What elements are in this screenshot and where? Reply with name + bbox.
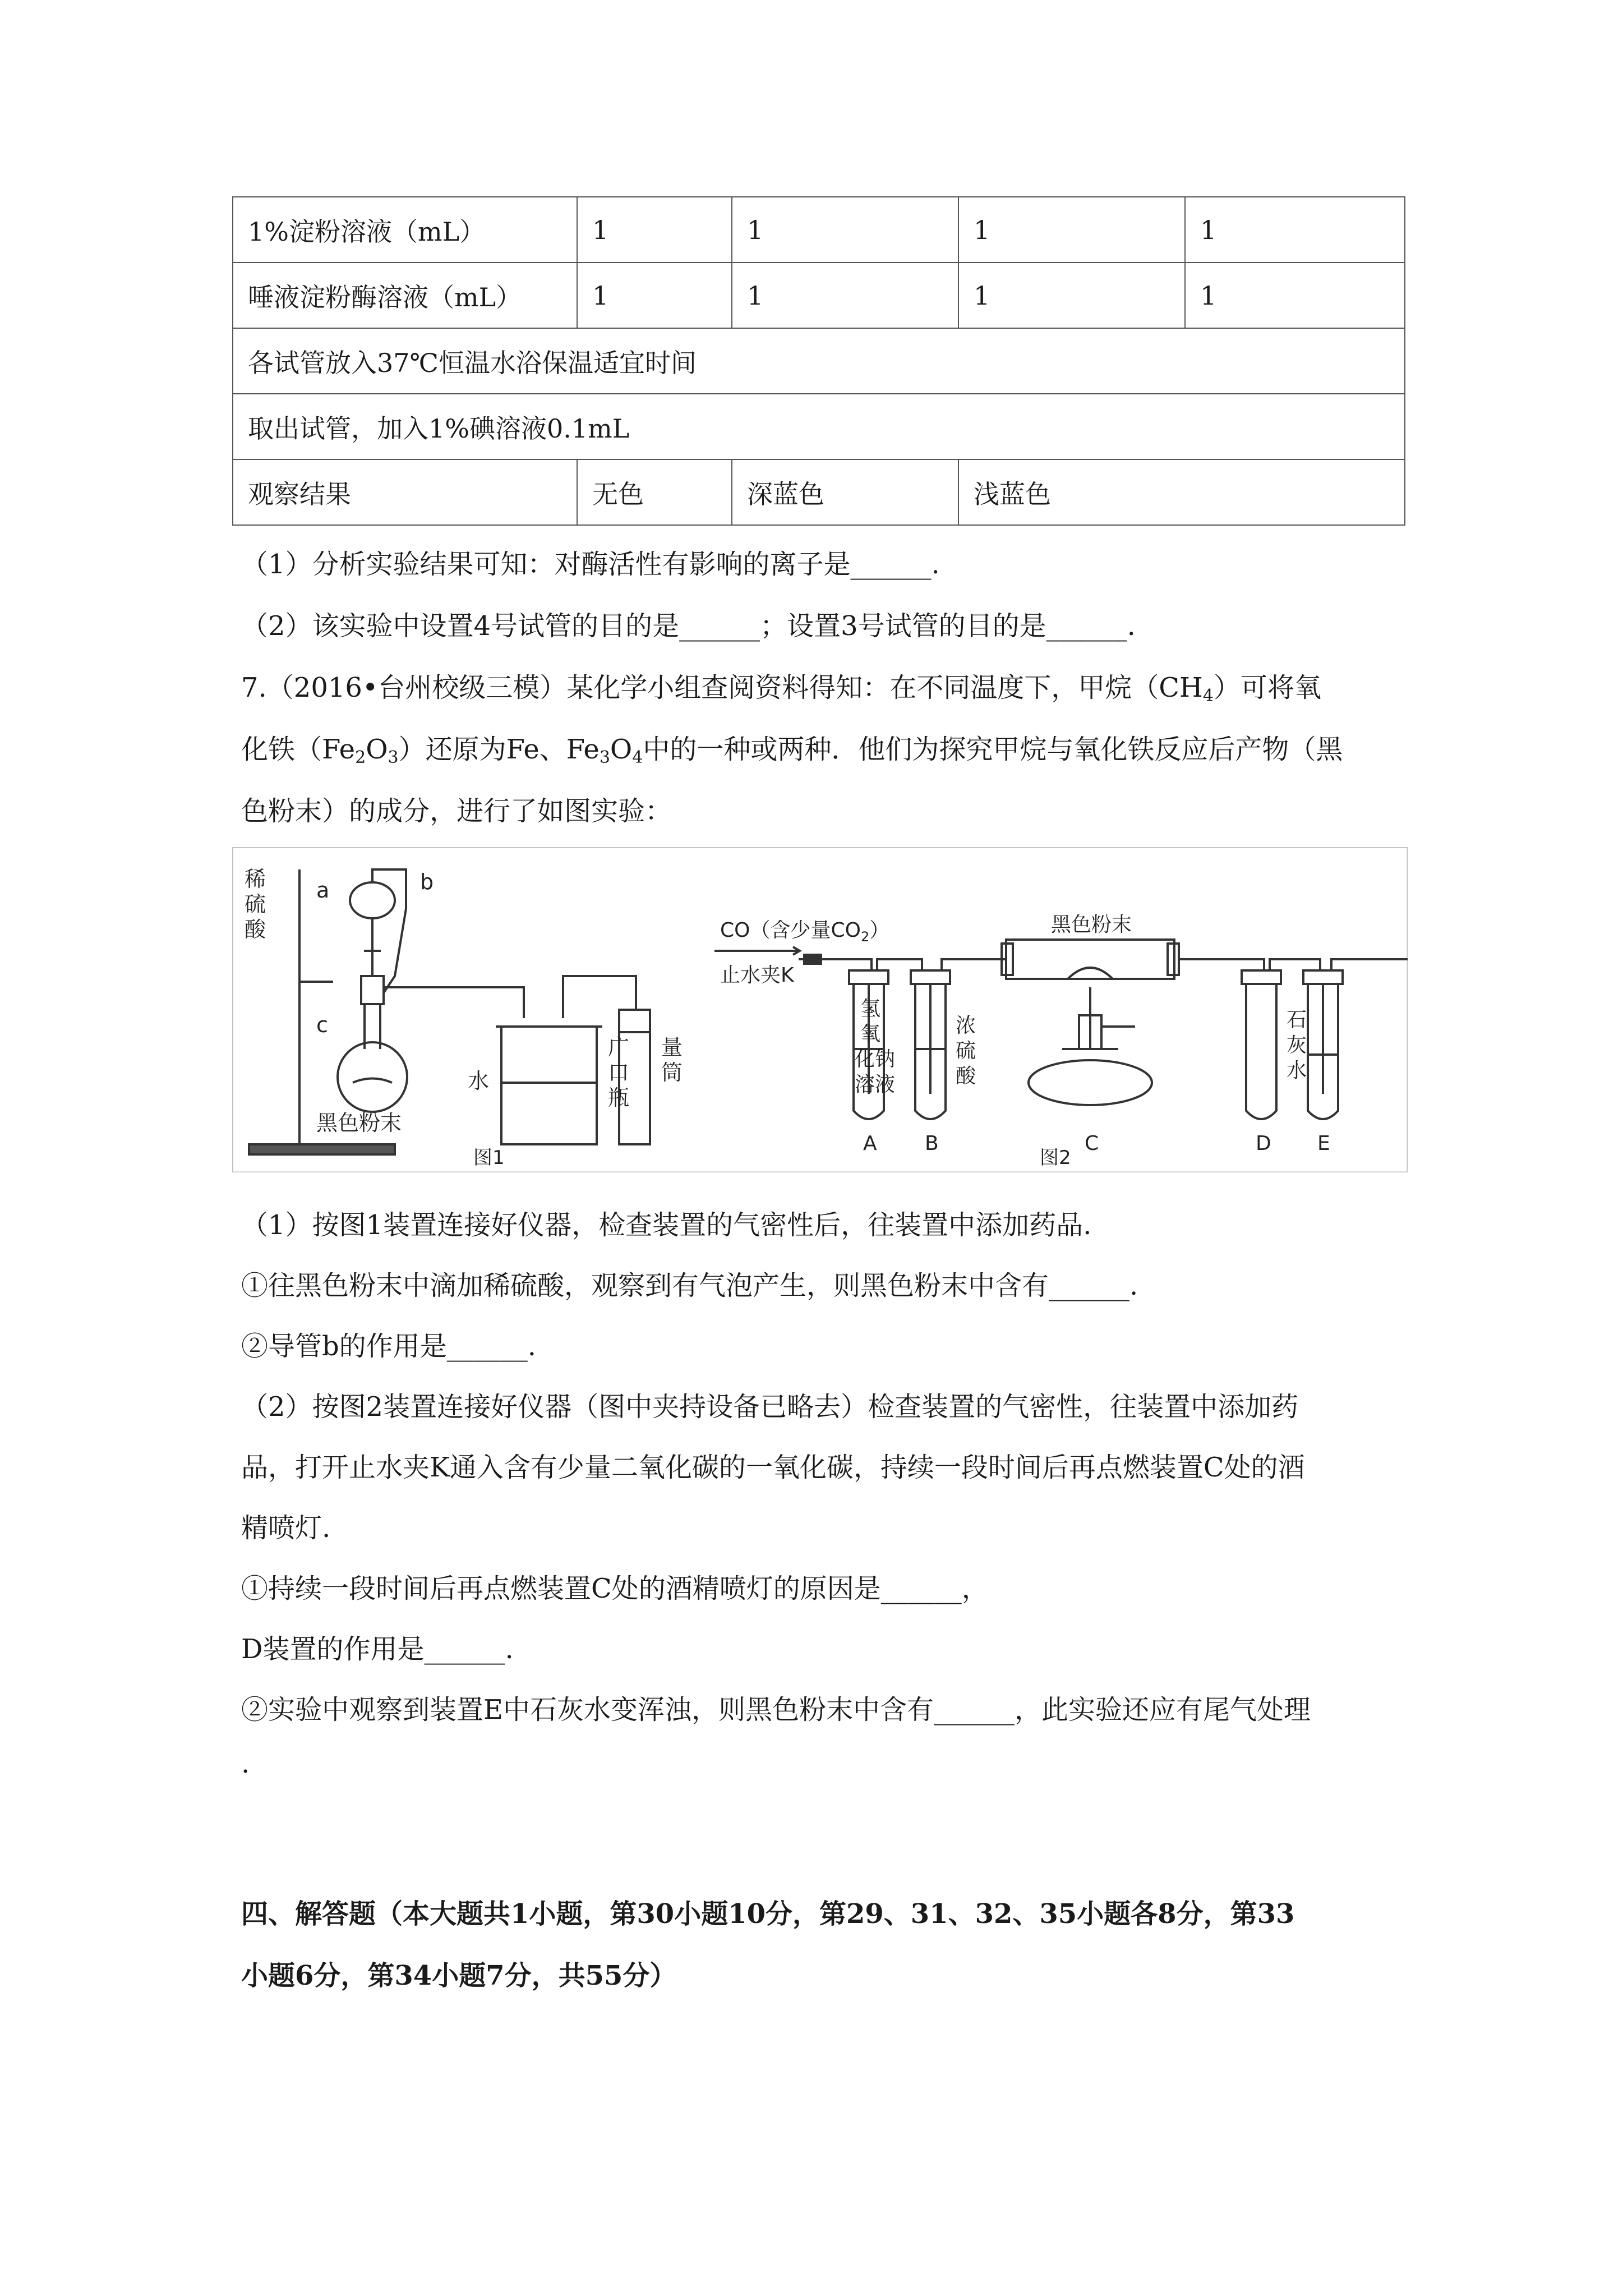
bottle-label-2: 口 — [608, 1060, 630, 1085]
lime-label-2: 灰 — [1287, 1034, 1307, 1057]
table-cell: 1 — [732, 197, 958, 263]
powder-label-fig2: 黑色粉末 — [1051, 913, 1132, 936]
table-cell: 1 — [1185, 263, 1405, 328]
q6-sub2: （2）该实验中设置4号试管的目的是______；设置3号试管的目的是______. — [241, 610, 1136, 642]
table-row — [233, 394, 1405, 459]
label-b: b — [420, 869, 434, 894]
apparatus-diagram — [232, 847, 1408, 1172]
q7-p1-q1: ①往黑色粉末中滴加稀硫酸，观察到有气泡产生，则黑色粉末中含有______. — [241, 1270, 1138, 1301]
q7-p1-q2: ②导管b的作用是______. — [241, 1331, 536, 1362]
bottle-label-1: 广 — [608, 1035, 630, 1060]
text-run: 7.（2016•台州校级三模）某化学小组查阅资料得知：在不同温度下，甲烷（CH — [241, 672, 1203, 703]
clamp-label: 止水夹K — [720, 964, 794, 987]
table-cell: 1 — [732, 263, 958, 328]
powder-label-fig1: 黑色粉末 — [316, 1111, 402, 1135]
letter-e: E — [1317, 1132, 1330, 1155]
acid-label-3: 酸 — [245, 917, 266, 942]
h2so4-label-3: 酸 — [956, 1065, 976, 1088]
table-cell: 取出试管，加入1%碘溶液0.1mL — [233, 394, 1405, 459]
q7-p2-line2: 品，打开止水夹K通入含有少量二氧化碳的一氧化碳，持续一段时间后再点燃装置C处的酒 — [241, 1452, 1305, 1483]
q7-intro-line3: 色粉末）的成分，进行了如图实验： — [241, 795, 672, 827]
gas-label-main: CO（含少量CO — [720, 919, 861, 942]
cylinder-label-2: 筒 — [661, 1060, 683, 1085]
apparatus-figure — [232, 847, 1408, 1172]
table-cell: 1 — [958, 197, 1185, 263]
table-row — [233, 459, 1405, 525]
q7-intro-line1 — [241, 674, 1321, 705]
subscript: 4 — [632, 748, 643, 767]
label-a: a — [316, 878, 330, 903]
naoh-label-1: 氢 — [860, 997, 881, 1020]
q7-p2-line3: 精喷灯. — [241, 1512, 331, 1544]
fig1-caption: 图1 — [473, 1147, 505, 1169]
q7-p1: （1）按图1装置连接好仪器，检查装置的气密性后，往装置中添加药品. — [241, 1209, 1092, 1241]
fig2-caption: 图2 — [1040, 1147, 1071, 1169]
table-cell: 唾液淀粉酶溶液（mL） — [233, 263, 577, 328]
table-row — [233, 197, 1405, 263]
text-run: ）可将氧 — [1213, 672, 1321, 703]
naoh-label-4: 溶液 — [855, 1073, 896, 1096]
subscript: 4 — [1202, 686, 1214, 706]
bottle-label-3: 瓶 — [608, 1085, 630, 1110]
q7-p2-q1: ①持续一段时间后再点燃装置C处的酒精喷灯的原因是______， — [241, 1573, 989, 1604]
table-row — [233, 328, 1405, 394]
acid-label-1: 稀 — [245, 867, 266, 891]
text-run: 化铁（Fe — [241, 734, 356, 765]
letter-d: D — [1256, 1132, 1271, 1155]
q7-p2-line1: （2）按图2装置连接好仪器（图中夹持设备已略去）检查装置的气密性，往装置中添加药 — [241, 1391, 1299, 1423]
text-run: 中的一种或两种．他们为探究甲烷与氧化铁反应后产物（黑 — [643, 734, 1343, 765]
q7-intro-line2 — [241, 736, 1343, 766]
gas-label-end: ） — [869, 919, 890, 942]
table-cell: 1 — [577, 197, 732, 263]
h2so4-label-1: 浓 — [956, 1014, 976, 1037]
table-cell: 深蓝色 — [732, 459, 958, 525]
subscript: 3 — [388, 748, 399, 767]
text-run: O — [610, 734, 633, 765]
q7-p2-q2: ②实验中观察到装置E中石灰水变浑浊，则黑色粉末中含有______，此实验还应有尾气处理 — [241, 1694, 1311, 1726]
label-c: c — [316, 1013, 328, 1037]
table-row — [233, 263, 1405, 328]
gas-label-sub: 2 — [860, 929, 870, 945]
subscript: 3 — [599, 748, 610, 767]
table-cell: 1%淀粉溶液（mL） — [233, 197, 577, 263]
subscript: 2 — [355, 748, 366, 767]
water-label: 水 — [468, 1069, 490, 1093]
naoh-label-2: 氧 — [860, 1023, 881, 1046]
q6-sub1: （1）分析实验结果可知：对酶活性有影响的离子是______. — [241, 549, 940, 580]
letter-a: A — [863, 1132, 877, 1155]
naoh-label-3: 化钠 — [855, 1048, 896, 1071]
text-run: ）还原为Fe、Fe — [398, 734, 600, 765]
text-run: O — [366, 734, 388, 765]
table-cell: 1 — [1185, 197, 1405, 263]
table-cell: 无色 — [577, 459, 732, 525]
acid-label-2: 硫 — [245, 892, 266, 917]
table-cell: 各试管放入37℃恒温水浴保温适宜时间 — [233, 328, 1405, 394]
q7-p2-q1b: D装置的作用是______. — [241, 1634, 514, 1665]
q7-p2-q2b: . — [241, 1748, 250, 1779]
table-cell: 观察结果 — [233, 459, 577, 525]
table-cell: 浅蓝色 — [958, 459, 1405, 525]
lime-label-1: 石 — [1287, 1009, 1307, 1032]
section-heading-line1: 四、解答题（本大题共1小题，第30小题10分，第29、31、32、35小题各8分，第33 — [241, 1898, 1295, 1930]
h2so4-label-2: 硫 — [956, 1039, 976, 1062]
section-heading-line2: 小题6分，第34小题7分，共55分） — [241, 1960, 677, 1991]
letter-b: B — [925, 1132, 939, 1155]
table-cell: 1 — [958, 263, 1185, 328]
letter-c: C — [1085, 1132, 1099, 1155]
cylinder-label-1: 量 — [661, 1035, 683, 1060]
experiment-table — [232, 196, 1405, 526]
lime-label-3: 水 — [1287, 1059, 1307, 1082]
table-cell: 1 — [577, 263, 732, 328]
